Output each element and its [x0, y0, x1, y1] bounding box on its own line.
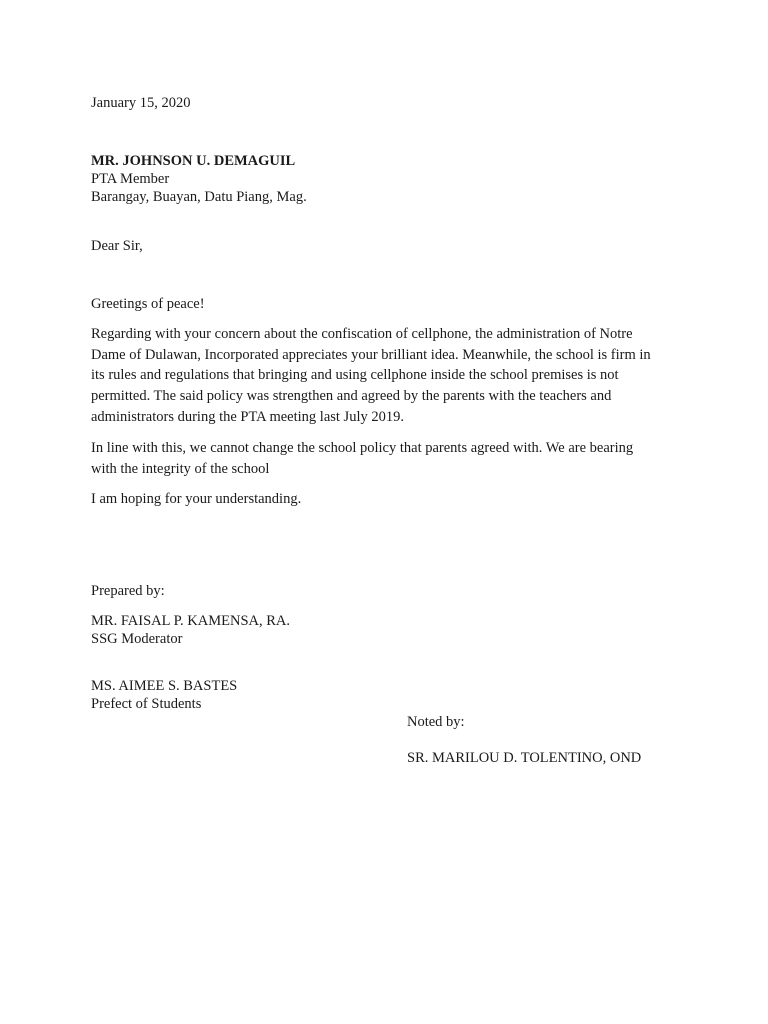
- noter-name: SR. MARILOU D. TOLENTINO, OND: [407, 750, 642, 766]
- body-paragraph-2: [91, 438, 671, 479]
- body-paragraph-1-line: its rules and regulations that bringing and using cellphone inside the school premises is not: [91, 367, 619, 384]
- prepared-by-label: Prepared by:: [91, 583, 165, 599]
- letter-date: January 15, 2020: [91, 95, 191, 111]
- preparer-2-name: MS. AIMEE S. BASTES: [91, 678, 238, 694]
- body-paragraph-2-line: In line with this, we cannot change the school policy that parents agreed with. We are bearing: [91, 440, 634, 456]
- body-paragraph-1-line: Regarding with your concern about the confiscation of cellphone, the administration of Notre: [91, 326, 633, 342]
- greeting: Greetings of peace!: [91, 296, 205, 312]
- closing-line: I am hoping for your understanding.: [91, 491, 302, 507]
- preparer-1-name: MR. FAISAL P. KAMENSA, RA.: [91, 613, 291, 629]
- body-paragraph-1-line: Dame of Dulawan, Incorporated appreciates your brilliant idea. Meanwhile, the school is firm in: [91, 346, 651, 363]
- body-paragraph-1-line: administrators during the PTA meeting last July 2019.: [91, 408, 404, 425]
- body-paragraph-1-line: permitted. The said policy was strengthen and agreed by the parents with the teachers and: [91, 388, 612, 405]
- preparer-1-title: SSG Moderator: [91, 631, 183, 647]
- recipient-name: MR. JOHNSON U. DEMAGUIL: [91, 153, 296, 169]
- preparer-2-title: Prefect of Students: [91, 696, 202, 712]
- recipient-address: Barangay, Buayan, Datu Piang, Mag.: [91, 189, 307, 205]
- salutation: Dear Sir,: [91, 238, 143, 254]
- recipient-position: PTA Member: [91, 171, 170, 187]
- noted-by-label: Noted by:: [407, 714, 465, 730]
- body-paragraph-1: [91, 324, 671, 428]
- body-paragraph-2-line: with the integrity of the school: [91, 460, 270, 477]
